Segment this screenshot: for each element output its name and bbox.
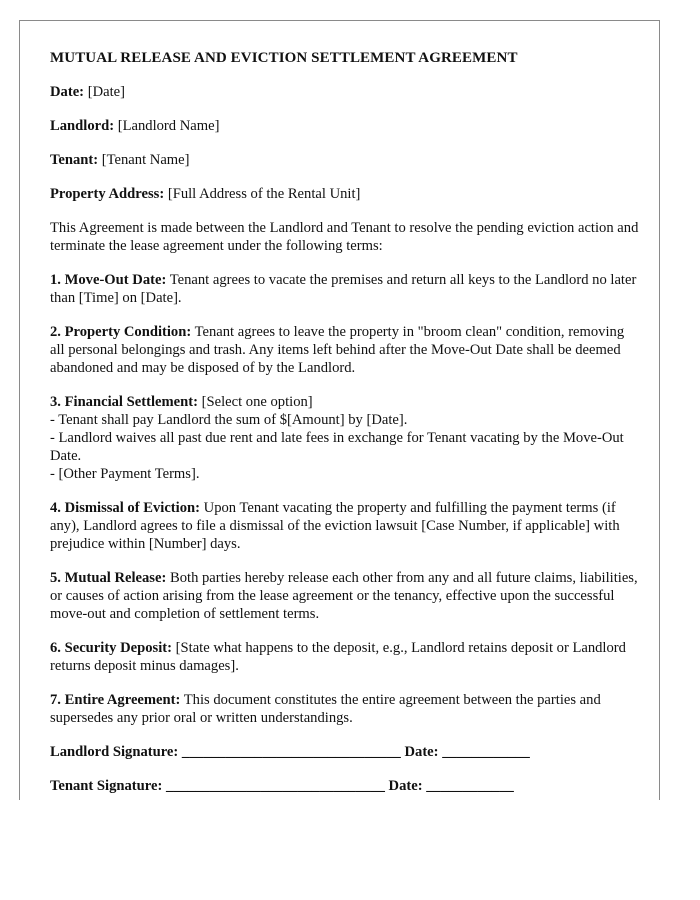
section-financial-settlement xyxy=(50,393,642,483)
date-field xyxy=(50,83,642,101)
section-property-condition xyxy=(50,323,642,377)
property-address-field xyxy=(50,185,642,203)
section-heading: 5. Mutual Release: xyxy=(50,570,167,586)
section-heading: 6. Security Deposit: xyxy=(50,640,173,656)
property-address-label: Property Address: xyxy=(50,186,165,202)
landlord-date-label: Date: xyxy=(404,744,439,760)
section-heading: 2. Property Condition: xyxy=(50,324,192,340)
landlord-field xyxy=(50,117,642,135)
section-text: This document constitutes the entire agreement between the parties and supersedes any prior oral or written understandings. xyxy=(50,692,601,726)
landlord-value: [Landlord Name] xyxy=(117,118,220,134)
section-dismissal-of-eviction xyxy=(50,499,642,553)
section-text: Tenant agrees to leave the property in "broom clean" condition, removing all personal belongings and trash. Any items left behind after the Move-Out Date shall be deemed abandoned and may be disposed of by the Landlord. xyxy=(50,324,625,376)
date-label: Date: xyxy=(50,84,85,100)
landlord-signature-line xyxy=(50,743,642,761)
section-text: Tenant agrees to vacate the premises and return all keys to the Landlord no later than [Time] on [Date]. xyxy=(50,272,637,306)
section-heading: 4. Dismissal of Eviction: xyxy=(50,500,200,516)
landlord-signature-blank[interactable]: ______________________________ xyxy=(181,744,401,760)
section-text: Upon Tenant vacating the property and fulfilling the payment terms (if any), Landlord agrees to file a dismissal of the eviction lawsuit [Case Number, if applicable] with prejudice within [Number] days. xyxy=(50,500,620,552)
settlement-option: - Tenant shall pay Landlord the sum of $[Amount] by [Date]. xyxy=(50,412,408,428)
landlord-label: Landlord: xyxy=(50,118,115,134)
tenant-date-label: Date: xyxy=(388,778,423,794)
settlement-option: - [Other Payment Terms]. xyxy=(50,466,200,482)
section-entire-agreement xyxy=(50,691,642,727)
section-heading: 1. Move-Out Date: xyxy=(50,272,167,288)
intro-paragraph: This Agreement is made between the Landlord and Tenant to resolve the pending eviction action and terminate the lease agreement under the following terms: xyxy=(50,220,639,254)
property-address-value: [Full Address of the Rental Unit] xyxy=(167,186,361,202)
landlord-signature-label: Landlord Signature: xyxy=(50,744,179,760)
tenant-value: [Tenant Name] xyxy=(101,152,190,168)
date-value: [Date] xyxy=(87,84,125,100)
section-text: Both parties hereby release each other from any and all future claims, liabilities, or causes of action arising from the lease agreement or the tenancy, effective upon the successful move-out and completion of settlement terms. xyxy=(50,570,638,622)
tenant-signature-blank[interactable]: ______________________________ xyxy=(165,778,385,794)
section-move-out-date xyxy=(50,271,642,307)
section-mutual-release xyxy=(50,569,642,623)
tenant-signature-label: Tenant Signature: xyxy=(50,778,163,794)
section-text: [State what happens to the deposit, e.g., Landlord retains deposit or Landlord returns deposit minus damages]. xyxy=(50,640,626,674)
settlement-option: - Landlord waives all past due rent and late fees in exchange for Tenant vacating by the Move-Out Date. xyxy=(50,430,624,464)
landlord-date-blank[interactable]: ____________ xyxy=(442,744,530,760)
tenant-date-blank[interactable]: ____________ xyxy=(426,778,514,794)
tenant-signature-line xyxy=(50,777,642,795)
section-heading: 3. Financial Settlement: xyxy=(50,394,198,410)
tenant-label: Tenant: xyxy=(50,152,99,168)
document-page xyxy=(19,20,660,800)
section-heading: 7. Entire Agreement: xyxy=(50,692,181,708)
section-text: [Select one option] xyxy=(201,394,313,410)
document-title: MUTUAL RELEASE AND EVICTION SETTLEMENT AGREEMENT xyxy=(50,50,518,66)
document-content xyxy=(50,49,642,811)
tenant-field xyxy=(50,151,642,169)
section-security-deposit xyxy=(50,639,642,675)
